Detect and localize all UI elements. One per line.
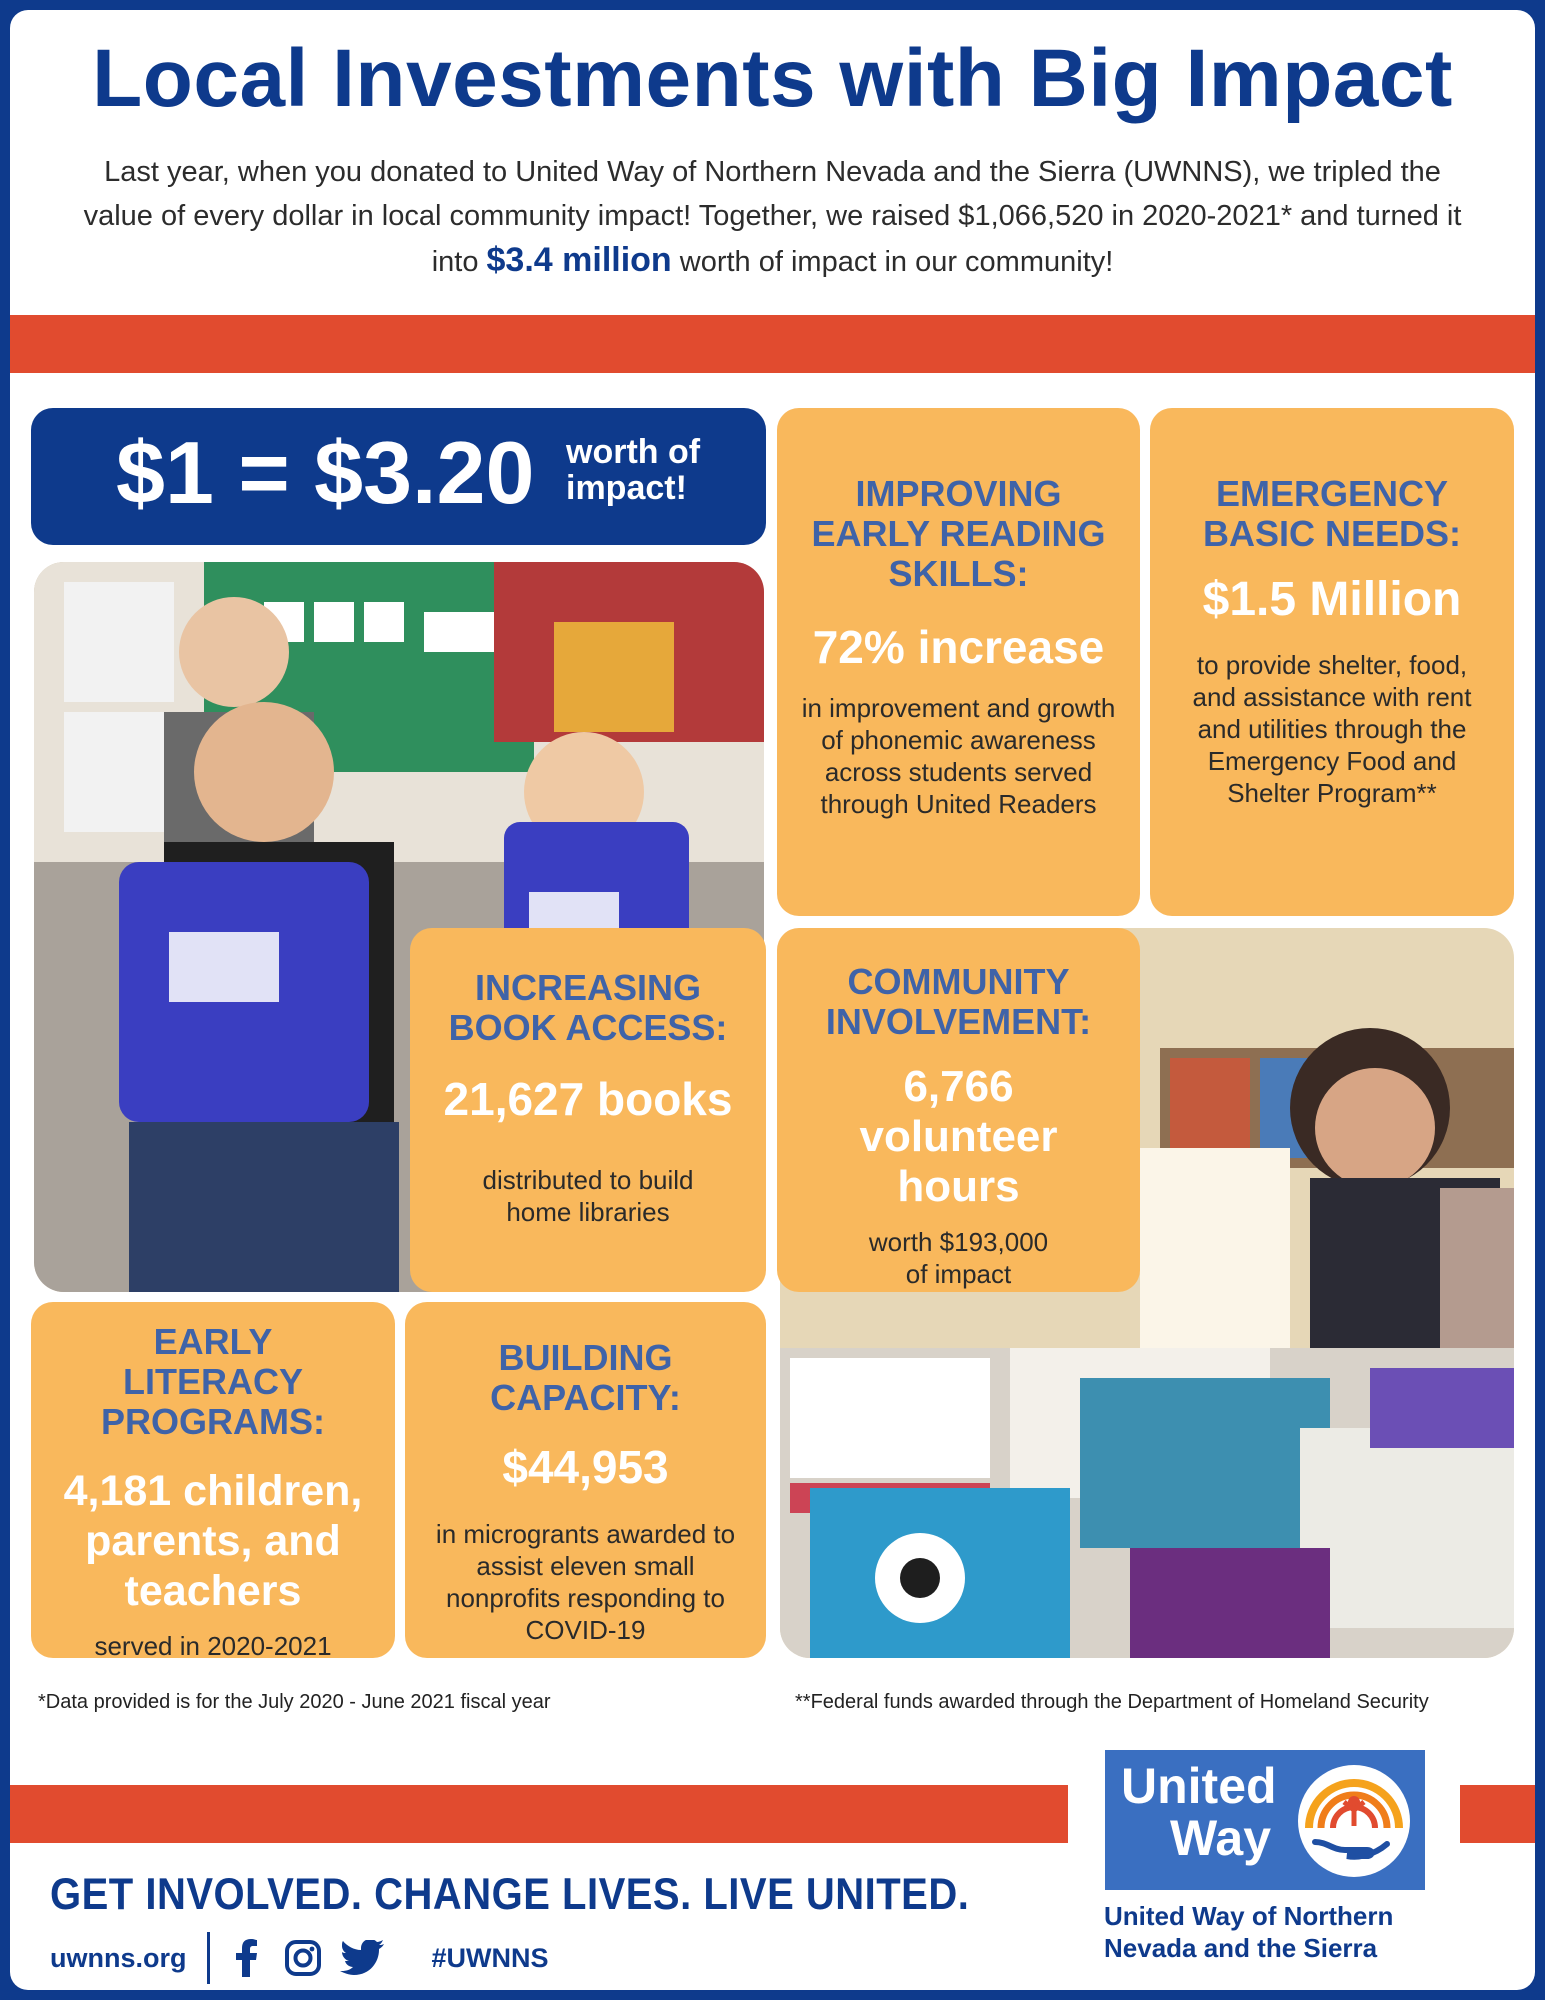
- social-separator: [207, 1932, 210, 1984]
- card-books-desc: distributed to build home libraries: [482, 1165, 694, 1227]
- footer-red-bar-left: [10, 1785, 1068, 1843]
- organization-name: [1104, 1900, 1464, 1964]
- ratio-equation: $1 = $3.20: [116, 423, 535, 522]
- intro-highlight: $3.4 million: [486, 241, 672, 279]
- card-community-heading: COMMUNITY INVOLVEMENT:: [825, 961, 1092, 1042]
- logo-word-united: United: [1121, 1758, 1277, 1814]
- org-name-line2: Nevada and the Sierra: [1104, 1933, 1378, 1963]
- ratio-banner: [31, 408, 766, 545]
- twitter-icon[interactable]: [340, 1939, 384, 1977]
- card-early-literacy: [31, 1302, 395, 1661]
- org-name-line1: United Way of Northern: [1104, 1901, 1394, 1931]
- card-literacy-heading: EARLY LITERACY PROGRAMS:: [101, 1321, 325, 1442]
- infographic-sheet: [10, 10, 1535, 1990]
- hashtag: #UWNNS: [431, 1942, 549, 1973]
- card-capacity-stat: $44,953: [502, 1441, 669, 1493]
- united-way-hand-logo-icon: [1295, 1762, 1413, 1880]
- logo-text: [1121, 1758, 1277, 1866]
- website-link[interactable]: uwnns.org: [50, 1942, 187, 1973]
- card-reading-desc: in improvement and growth of phonemic awareness across students served through United Readers: [801, 693, 1116, 819]
- facebook-icon[interactable]: [228, 1939, 266, 1977]
- intro-text-part2: worth of impact in our community!: [671, 246, 1114, 278]
- card-literacy-desc: served in 2020-2021: [94, 1631, 332, 1661]
- intro-text-part1: Last year, when you donated to United Way of Northern Nevada and the Sierra (UWNNS), we tripled the value of every dollar in local community impact! Together, we raised $1,066,520 in 2020-2021* and turned it into: [83, 156, 1462, 278]
- social-bar: [50, 1935, 549, 1981]
- top-red-divider: [10, 315, 1535, 373]
- ratio-worth-line1: worth of: [566, 433, 701, 471]
- united-way-logo: [1105, 1750, 1425, 1890]
- card-books-heading: INCREASING BOOK ACCESS:: [448, 967, 728, 1048]
- card-early-reading: [777, 408, 1140, 916]
- card-building-capacity: [405, 1302, 766, 1658]
- card-reading-heading: IMPROVING EARLY READING SKILLS:: [811, 473, 1106, 594]
- footnote-fiscal-year: *Data provided is for the July 2020 - June 2021 fiscal year: [38, 1691, 551, 1713]
- footer-tagline: GET INVOLVED. CHANGE LIVES. LIVE UNITED.: [50, 1870, 970, 1920]
- card-reading-stat: 72% increase: [812, 621, 1105, 673]
- footnote-federal-funds: **Federal funds awarded through the Department of Homeland Security: [795, 1691, 1429, 1713]
- footer-red-bar-right: [1460, 1785, 1535, 1843]
- card-emergency-stat: $1.5 Million: [1202, 573, 1462, 626]
- logo-word-way: Way: [1170, 1810, 1271, 1866]
- ratio-worth-line2: impact!: [566, 469, 687, 507]
- card-emergency-desc: to provide shelter, food, and assistance with rent and utilities through the Emergency Food and Shelter Program**: [1192, 650, 1472, 808]
- ratio-worth-label: [566, 434, 700, 506]
- page-title: Local Investments with Big Impact: [92, 33, 1453, 124]
- instagram-icon[interactable]: [284, 1939, 322, 1977]
- card-literacy-stat: 4,181 children, parents, and teachers: [63, 1467, 363, 1615]
- card-books-stat: 21,627 books: [443, 1073, 733, 1125]
- card-community-stat: 6,766 volunteer hours: [859, 1062, 1058, 1211]
- card-book-access: [410, 928, 766, 1292]
- card-emergency-needs: [1150, 408, 1514, 916]
- card-emergency-heading: EMERGENCY BASIC NEEDS:: [1202, 473, 1462, 554]
- card-capacity-heading: BUILDING CAPACITY:: [490, 1337, 681, 1418]
- card-community-desc: worth $193,000 of impact: [868, 1227, 1049, 1289]
- intro-paragraph: [70, 150, 1475, 284]
- card-capacity-desc: in microgrants awarded to assist eleven small nonprofits responding to COVID-19: [435, 1519, 736, 1645]
- card-community-involvement: [777, 928, 1140, 1292]
